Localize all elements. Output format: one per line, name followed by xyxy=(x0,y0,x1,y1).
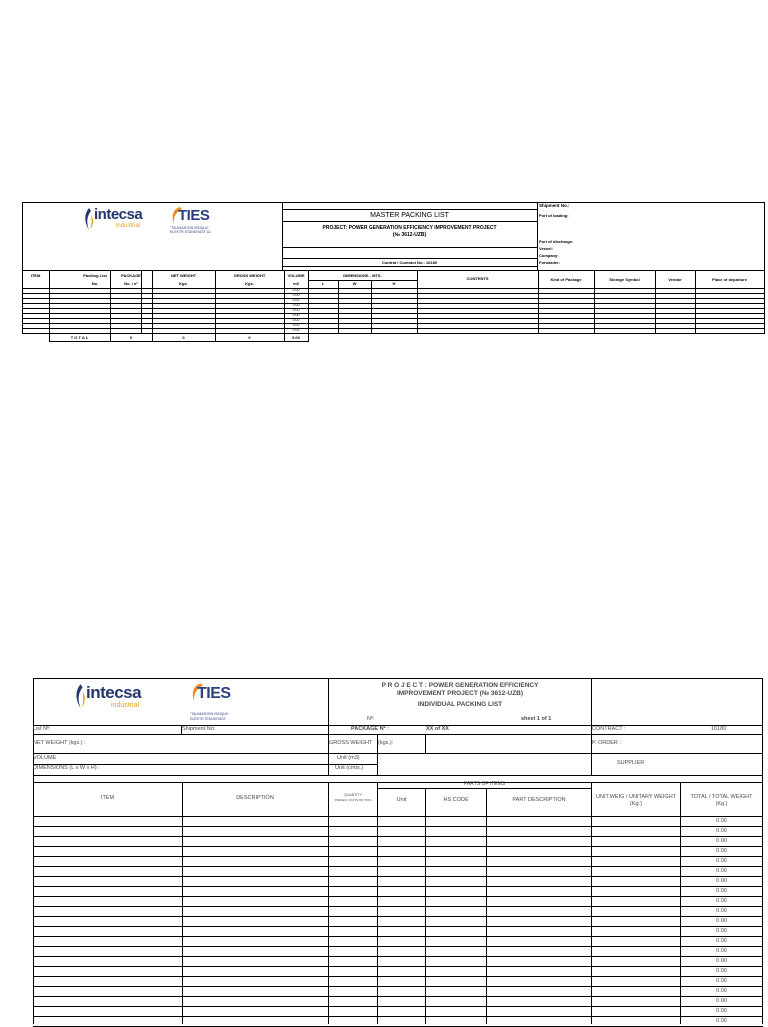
indiv-parts-of-items: PARTS OF ITEMS xyxy=(463,781,506,787)
indiv-gross-weight-label: GROSS WEIGHT xyxy=(329,740,373,746)
total-weight-value: 0.00 xyxy=(716,848,727,854)
col-item: ITEM xyxy=(30,273,41,278)
table-row xyxy=(33,826,763,836)
table-row xyxy=(33,886,763,896)
col-net-weight-2: Kgs. xyxy=(179,281,188,286)
table-row xyxy=(33,996,763,1006)
master-project-line-2: (№ 3612-UZB) xyxy=(392,232,427,238)
ties-logo-subtext-1: "TALIMARJON ISSIQLIK xyxy=(190,712,229,716)
intecsa-logo-subtext: industrial xyxy=(111,702,140,709)
total-weight-value: 0.00 xyxy=(716,908,727,914)
volume-value: 0.00 xyxy=(292,328,300,332)
field-company: Company: xyxy=(539,253,559,258)
indiv-order: P. ORDER : xyxy=(592,740,621,746)
table-row xyxy=(33,856,763,866)
master-project-line-1: PROJECT: POWER GENERATION EFFICIENCY IMPROVEMENT PROJECT xyxy=(322,225,497,231)
col-packing-list-1: Packing List xyxy=(83,273,107,278)
indiv-dimensions: DIMENSIONS (L x W x H) : xyxy=(33,765,100,771)
table-row xyxy=(33,846,763,856)
totals-package: 0 xyxy=(129,335,133,340)
indiv-volume-unit: Unit (m3) xyxy=(337,755,360,761)
master-packing-list-sheet xyxy=(22,202,765,341)
indiv-contract-label: CONTRACT : xyxy=(592,726,626,732)
col-packing-list-2: No. xyxy=(91,281,99,286)
ties-logo-subtext-2: ELEKTR STANSIYASI" AJ xyxy=(170,230,211,234)
total-weight-value: 0.00 xyxy=(716,868,727,874)
total-weight-value: 0.00 xyxy=(716,888,727,894)
table-row xyxy=(33,836,763,846)
intecsa-logo-subtext: industrial xyxy=(116,223,141,229)
table-row xyxy=(33,916,763,926)
col-contents: CONTENTS xyxy=(466,276,489,281)
indiv-col-unit-weight-1: UNIT.WEIG / UNITARY WEIGHT xyxy=(595,794,677,800)
indiv-gross-weight-unit: (kgs.): xyxy=(378,740,394,746)
col-dim-h: H xyxy=(392,281,396,286)
intecsa-logo-text: intecsa xyxy=(94,206,143,223)
indiv-col-quantity-1: QUANTITY xyxy=(344,793,362,797)
indiv-package-value: XX of XX xyxy=(426,726,449,732)
indiv-project-line-2: IMPROVEMENT PROJECT (№ 3612-UZB) xyxy=(396,690,524,697)
indiv-supplier: SUPPLIER xyxy=(617,760,645,766)
total-weight-value: 0.00 xyxy=(716,968,727,974)
table-row xyxy=(33,816,763,826)
field-vessel: Vessel: xyxy=(539,246,553,251)
intecsa-logo-text: intecsa xyxy=(86,683,142,702)
indiv-shipment-no: Shipment No: xyxy=(182,726,216,732)
col-place-of-departure: Place of departure xyxy=(712,277,747,282)
table-row xyxy=(33,876,763,886)
table-row xyxy=(33,1016,763,1026)
table-row xyxy=(33,896,763,906)
table-row xyxy=(33,1006,763,1016)
indiv-no-label: Nº: xyxy=(367,716,375,722)
col-net-weight-1: NET WEIGHT xyxy=(170,273,197,278)
indiv-col-item: ITEM xyxy=(100,795,115,801)
col-dim-l: L xyxy=(321,281,325,286)
col-package-1: PACKAGE xyxy=(121,273,141,278)
total-weight-value: 0.00 xyxy=(716,1008,727,1014)
table-row xyxy=(33,906,763,916)
volume-value: 0.00 xyxy=(292,303,300,307)
total-weight-value: 0.00 xyxy=(716,858,727,864)
col-volume-1: VOLUME xyxy=(287,273,305,278)
volume-value: 0.00 xyxy=(292,308,300,312)
table-row xyxy=(33,946,763,956)
volume-value: 0.00 xyxy=(292,298,300,302)
col-storage-symbol: Storage Symbol xyxy=(609,277,640,282)
total-weight-value: 0.00 xyxy=(716,1018,727,1024)
indiv-net-weight: NET WEIGHT (kgs.) : xyxy=(33,740,86,746)
table-row xyxy=(33,956,763,966)
field-shipment-no: Shipment No.: xyxy=(539,203,570,208)
intecsa-logo xyxy=(73,680,163,714)
total-weight-value: 0.00 xyxy=(716,948,727,954)
col-gross-weight-2: Kgs. xyxy=(245,281,254,286)
totals-net: 0 xyxy=(182,335,185,340)
col-package-2: No. / nº xyxy=(124,281,138,286)
indiv-project-line-1: P R O J E C T : POWER GENERATION EFFICIENCY xyxy=(381,682,539,689)
master-contract: Contrat / Contract No.: 16180 xyxy=(381,260,438,265)
individual-packing-list-sheet xyxy=(33,678,763,1024)
col-vendor: Vendor xyxy=(668,277,682,282)
indiv-volume: VOLUME xyxy=(33,755,57,761)
ties-logo-subtext-2: ELEKTR STANSIYASI" xyxy=(190,717,226,721)
field-port-of-loading: Port of loading: xyxy=(539,213,569,218)
ties-logo xyxy=(170,204,230,244)
col-volume-2: m3 xyxy=(293,281,299,286)
indiv-col-total-weight-1: TOTAL / TOTAL WEIGHT xyxy=(690,794,753,800)
table-row xyxy=(33,936,763,946)
col-kind-of-package: Kind of Package xyxy=(550,277,582,282)
total-weight-value: 0.00 xyxy=(716,918,727,924)
total-weight-value: 0.00 xyxy=(716,838,727,844)
table-row xyxy=(33,866,763,876)
indiv-project-line-3: INDIVIDUAL PACKING LIST xyxy=(417,701,503,708)
total-weight-value: 0.00 xyxy=(716,878,727,884)
master-title: MASTER PACKING LIST xyxy=(370,212,449,219)
ties-logo-subtext-1: "TALIMARJON ISSIQLIK xyxy=(170,226,209,230)
total-weight-value: 0.00 xyxy=(716,988,727,994)
col-dim-w: W xyxy=(352,281,357,286)
indiv-col-unit: Unit xyxy=(396,797,407,803)
intecsa-logo xyxy=(82,204,162,236)
ties-logo xyxy=(188,680,268,722)
total-weight-value: 0.00 xyxy=(716,978,727,984)
total-weight-value: 0.00 xyxy=(716,998,727,1004)
total-weight-value: 0.00 xyxy=(716,938,727,944)
table-row xyxy=(33,926,763,936)
totals-gross: 0 xyxy=(248,335,251,340)
table-row xyxy=(33,976,763,986)
table-row xyxy=(33,986,763,996)
ties-logo-text: TIES xyxy=(197,685,231,702)
field-port-of-discharge: Port of discharge: xyxy=(539,239,574,244)
volume-value: 0.00 xyxy=(292,293,300,297)
indiv-col-quantity-2: (PIECES / UNITS OR TON) xyxy=(334,798,372,802)
indiv-col-unit-weight-2: (Kg.) xyxy=(630,801,642,807)
total-weight-value: 0.00 xyxy=(716,818,727,824)
totals-volume: 0.00 xyxy=(292,335,300,340)
total-weight-value: 0.00 xyxy=(716,828,727,834)
ties-logo-text: TIES xyxy=(178,207,210,224)
indiv-package-label: PACKAGE Nº : xyxy=(351,726,389,732)
total-weight-value: 0.00 xyxy=(716,928,727,934)
volume-value: 0.00 xyxy=(292,288,300,292)
indiv-dimensions-unit: Unit (cmts.) xyxy=(335,765,364,771)
col-gross-weight-1: GROSS WEIGHT xyxy=(233,273,266,278)
table-row xyxy=(33,966,763,976)
indiv-sheet: sheet 1 of 1 xyxy=(521,716,552,722)
col-dimensions: DIMENSIONS - MTS. xyxy=(343,273,382,278)
volume-value: 0.00 xyxy=(292,323,300,327)
volume-value: 0.00 xyxy=(292,313,300,317)
totals-label: T O T A L xyxy=(70,335,89,340)
indiv-contract-value: 16180 xyxy=(711,726,727,732)
indiv-col-description: DESCRIPTION xyxy=(236,795,274,801)
indiv-col-part-description: PART DESCRIPTION xyxy=(512,797,566,803)
total-weight-value: 0.00 xyxy=(716,898,727,904)
indiv-list-no: List Nº: xyxy=(33,726,51,732)
volume-value: 0.00 xyxy=(292,318,300,322)
indiv-col-total-weight-2: (Kg.) xyxy=(715,801,728,807)
indiv-col-hs-code: HS CODE xyxy=(443,797,469,803)
total-weight-value: 0.00 xyxy=(716,958,727,964)
field-forwarder: Forwarder: xyxy=(539,260,560,265)
